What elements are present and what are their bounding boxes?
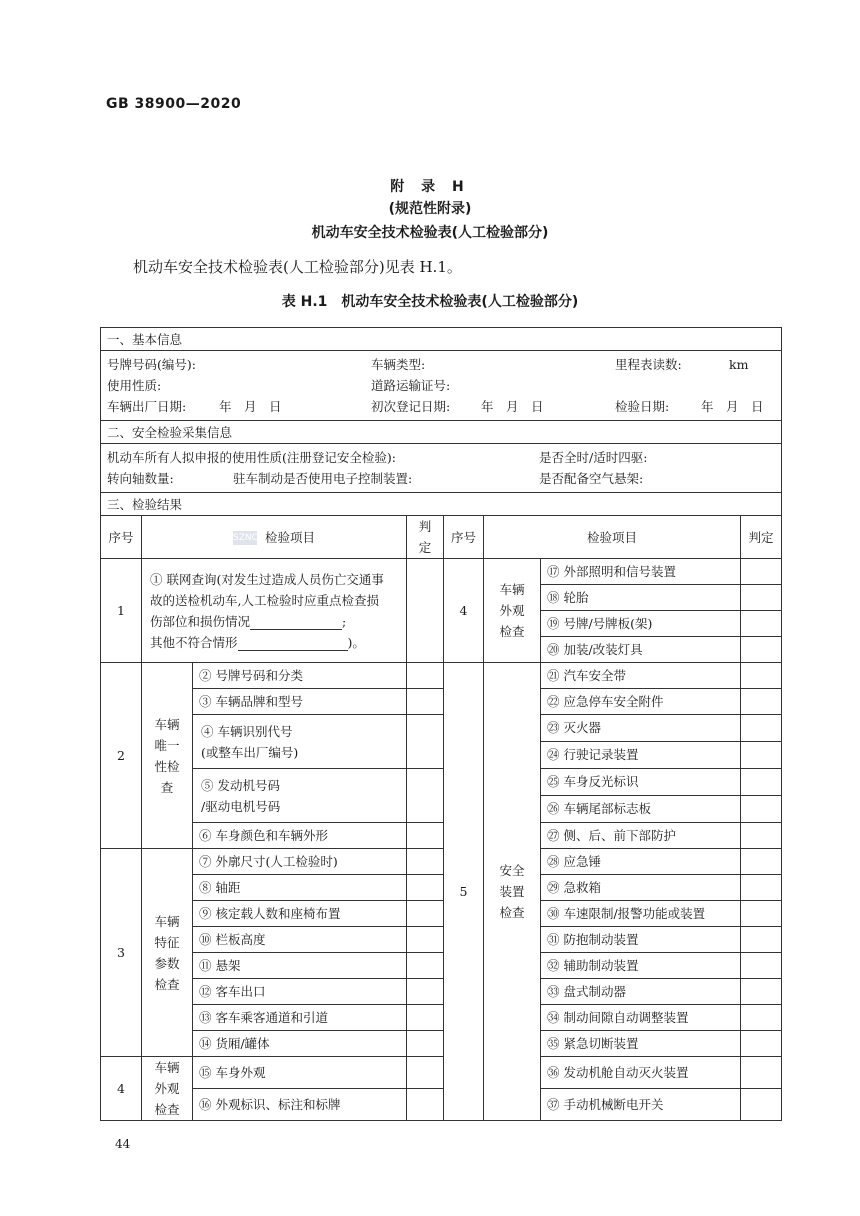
fill-blank[interactable] [238, 636, 348, 651]
judge-cell[interactable] [741, 1005, 782, 1031]
judge-cell[interactable] [741, 1057, 782, 1089]
km-unit: km [729, 357, 749, 372]
mfg-date-ymd: 年 月 日 [219, 399, 282, 414]
page-number: 44 [115, 1137, 131, 1151]
judge-cell[interactable] [407, 715, 444, 769]
vehicle-type-label: 车辆类型: [371, 357, 426, 372]
r5-item-23: ㉓ 灭火器 [541, 715, 740, 742]
g3-item-14: ⑭ 货厢/罐体 [193, 1031, 407, 1057]
judge-cell[interactable] [741, 715, 781, 742]
g3-item-12: ⑫ 客车出口 [193, 979, 407, 1005]
judge-cell[interactable] [407, 1031, 444, 1057]
judge-cell[interactable] [407, 953, 444, 979]
judge-cell[interactable] [407, 823, 444, 849]
judge-stack [741, 769, 782, 823]
judge-cell[interactable] [741, 849, 782, 875]
r5-item-30: ㉚ 车速限制/报警功能或装置 [541, 901, 741, 927]
judge-cell[interactable] [407, 849, 444, 875]
section-results: 三、检验结果 [101, 493, 782, 516]
judge-cell[interactable] [741, 953, 782, 979]
g1-line: 其他不符合情形 )。 [150, 634, 365, 650]
table-caption: 表 H.1 机动车安全技术检验表(人工检验部分) [281, 294, 579, 310]
r5-item-24: ㉔ 行驶记录装置 [547, 747, 639, 762]
r5-stack-25-26 [541, 769, 741, 823]
group1-online-check [142, 559, 407, 663]
reg-date-label: 初次登记日期: [371, 399, 451, 414]
r5-item-28: ㉘ 应急锤 [541, 849, 741, 875]
g2-item-2: ② 号牌号码和分类 [193, 663, 407, 689]
judge-cell[interactable] [741, 901, 782, 927]
r4-item-19: ⑲ 号牌/号牌板(架) [541, 611, 741, 637]
judge-cell[interactable] [741, 769, 781, 796]
r4-item-20: ⑳ 加装/改装灯具 [541, 637, 741, 663]
judge-cell[interactable] [741, 689, 782, 715]
judge-cell[interactable] [407, 901, 444, 927]
judge-cell[interactable] [741, 663, 782, 689]
judge-cell[interactable] [407, 927, 444, 953]
col-item-right: 检验项目 [484, 516, 741, 559]
judge-cell[interactable] [407, 1089, 444, 1121]
judge-cell[interactable] [407, 979, 444, 1005]
judge-cell[interactable] [741, 823, 782, 849]
g4-item-15: ⑮ 车身外观 [193, 1057, 407, 1089]
r5-item-27: ㉗ 侧、后、前下部防护 [541, 823, 741, 849]
g3-item-7: ⑦ 外廓尺寸(人工检验时) [193, 849, 407, 875]
judge-cell[interactable] [741, 585, 782, 611]
judge-cell[interactable] [407, 559, 444, 663]
g2-item-3: ③ 车辆品牌和型号 [193, 689, 407, 715]
inspection-table [100, 327, 782, 1121]
section-collected-info: 二、安全检验采集信息 [101, 421, 782, 444]
group4-no: 4 [101, 1057, 142, 1121]
group1-no: 1 [101, 559, 142, 663]
col-no-left: 序号 [101, 516, 142, 559]
r5-no: 5 [444, 663, 484, 1121]
r5-item-29: ㉙ 急救箱 [541, 875, 741, 901]
basic-info-block [101, 351, 782, 421]
judge-cell[interactable] [741, 637, 782, 663]
judge-cell[interactable] [741, 1031, 782, 1057]
reg-date-ymd: 年 月 日 [481, 399, 544, 414]
awd-label: 是否全时/适时四驱: [539, 450, 648, 465]
fill-blank[interactable] [250, 615, 342, 630]
transport-label: 道路运输证号: [371, 378, 451, 393]
plate-label: 号牌号码(编号): [107, 357, 196, 372]
appendix-subtitle: (规范性附录) [388, 201, 472, 217]
judge-cell[interactable] [407, 875, 444, 901]
r5-category: 安全装置检查 [484, 663, 541, 1121]
collected-info-block [101, 444, 782, 493]
odometer-label: 里程表读数: [615, 357, 682, 372]
r5-item-35: ㉟ 紧急切断装置 [541, 1031, 741, 1057]
appendix-name: 机动车安全技术检验表(人工检验部分) [311, 225, 549, 241]
insp-date-ymd: 年 月 日 [701, 399, 764, 414]
r5-item-26: ㉖ 车辆尾部标志板 [547, 801, 651, 816]
intro-paragraph: 机动车安全技术检验表(人工检验部分)见表 H.1。 [133, 258, 462, 276]
r5-item-33: ㉝ 盘式制动器 [541, 979, 741, 1005]
judge-cell[interactable] [407, 663, 444, 689]
air-suspension-label: 是否配备空气悬架: [539, 471, 644, 486]
r5-stack-23-24 [541, 715, 741, 769]
g2-item-6: ⑥ 车身颜色和车辆外形 [193, 823, 407, 849]
col-no-right: 序号 [444, 516, 484, 559]
r5-item-22: ㉒ 应急停车安全附件 [541, 689, 741, 715]
r5-item-21: ㉑ 汽车安全带 [541, 663, 741, 689]
group2-no: 2 [101, 663, 142, 849]
judge-cell[interactable] [741, 742, 781, 768]
judge-cell[interactable] [741, 927, 782, 953]
col-judge-right: 判定 [741, 516, 782, 559]
g1-line: 伤部位和损伤情况 ; [150, 613, 347, 629]
insp-date-label: 检验日期: [615, 399, 670, 414]
group2-category: 车辆唯一性检查 [142, 663, 193, 849]
g2-item-5: ⑤ 发动机号码 /驱动电机号码 [193, 769, 407, 823]
r4-item-18: ⑱ 轮胎 [541, 585, 741, 611]
r5-item-36: ㊱ 发动机舱自动灭火装置 [541, 1057, 741, 1089]
judge-cell[interactable] [741, 1089, 782, 1121]
r5-item-34: ㉞ 制动间隙自动调整装置 [541, 1005, 741, 1031]
r4-item-17: ⑰ 外部照明和信号装置 [541, 559, 741, 585]
group3-category: 车辆特征参数检查 [142, 849, 193, 1057]
judge-cell[interactable] [741, 875, 782, 901]
appendix-title: 附 录 H [390, 179, 470, 195]
r4-category: 车辆外观检查 [484, 559, 541, 663]
judge-cell[interactable] [407, 1057, 444, 1089]
g2-item-4: ④ 车辆识别代号 (或整车出厂编号) [193, 715, 407, 769]
section-basic-info: 一、基本信息 [101, 328, 782, 351]
g1-line: 故的送检机动车,人工检验时应重点检查损 [150, 592, 379, 608]
usage-label: 使用性质: [107, 378, 162, 393]
judge-cell[interactable] [407, 689, 444, 715]
r5-item-37: ㊲ 手动机械断电开关 [541, 1089, 741, 1121]
judge-cell[interactable] [741, 611, 782, 637]
group3-no: 3 [101, 849, 142, 1057]
g1-line: ① 联网查询(对发生过造成人员伤亡交通事 [150, 571, 384, 587]
r5-item-31: ㉛ 防抱制动装置 [541, 927, 741, 953]
g3-item-10: ⑩ 栏板高度 [193, 927, 407, 953]
judge-cell[interactable] [741, 796, 781, 822]
col-item-left [142, 516, 407, 559]
steer-axles-label: 转向轴数量: [107, 471, 174, 486]
g3-item-8: ⑧ 轴距 [193, 875, 407, 901]
g3-item-9: ⑨ 核定载人数和座椅布置 [193, 901, 407, 927]
judge-cell[interactable] [741, 979, 782, 1005]
declared-use-label: 机动车所有人拟申报的使用性质(注册登记安全检验): [107, 450, 396, 465]
mfg-date-label: 车辆出厂日期: [107, 399, 187, 414]
watermark-logo: SZNC [232, 533, 258, 543]
g4-item-16: ⑯ 外观标识、标注和标牌 [193, 1089, 407, 1121]
epb-label: 驻车制动是否使用电子控制装置: [233, 471, 413, 486]
g3-item-13: ⑬ 客车乘客通道和引道 [193, 1005, 407, 1031]
col-item-left-label: 检验项目 [264, 529, 315, 545]
g3-item-11: ⑪ 悬架 [193, 953, 407, 979]
r4-no: 4 [444, 559, 484, 663]
judge-cell[interactable] [741, 559, 782, 585]
judge-stack [741, 715, 782, 769]
group4-category: 车辆外观检查 [142, 1057, 193, 1121]
judge-cell[interactable] [407, 769, 444, 823]
standard-number: GB 38900—2020 [106, 96, 242, 112]
judge-cell[interactable] [407, 1005, 444, 1031]
r5-item-25: ㉕ 车身反光标识 [541, 769, 740, 796]
r5-item-32: ㉜ 辅助制动装置 [541, 953, 741, 979]
col-judge-left: 判定 [407, 516, 444, 559]
